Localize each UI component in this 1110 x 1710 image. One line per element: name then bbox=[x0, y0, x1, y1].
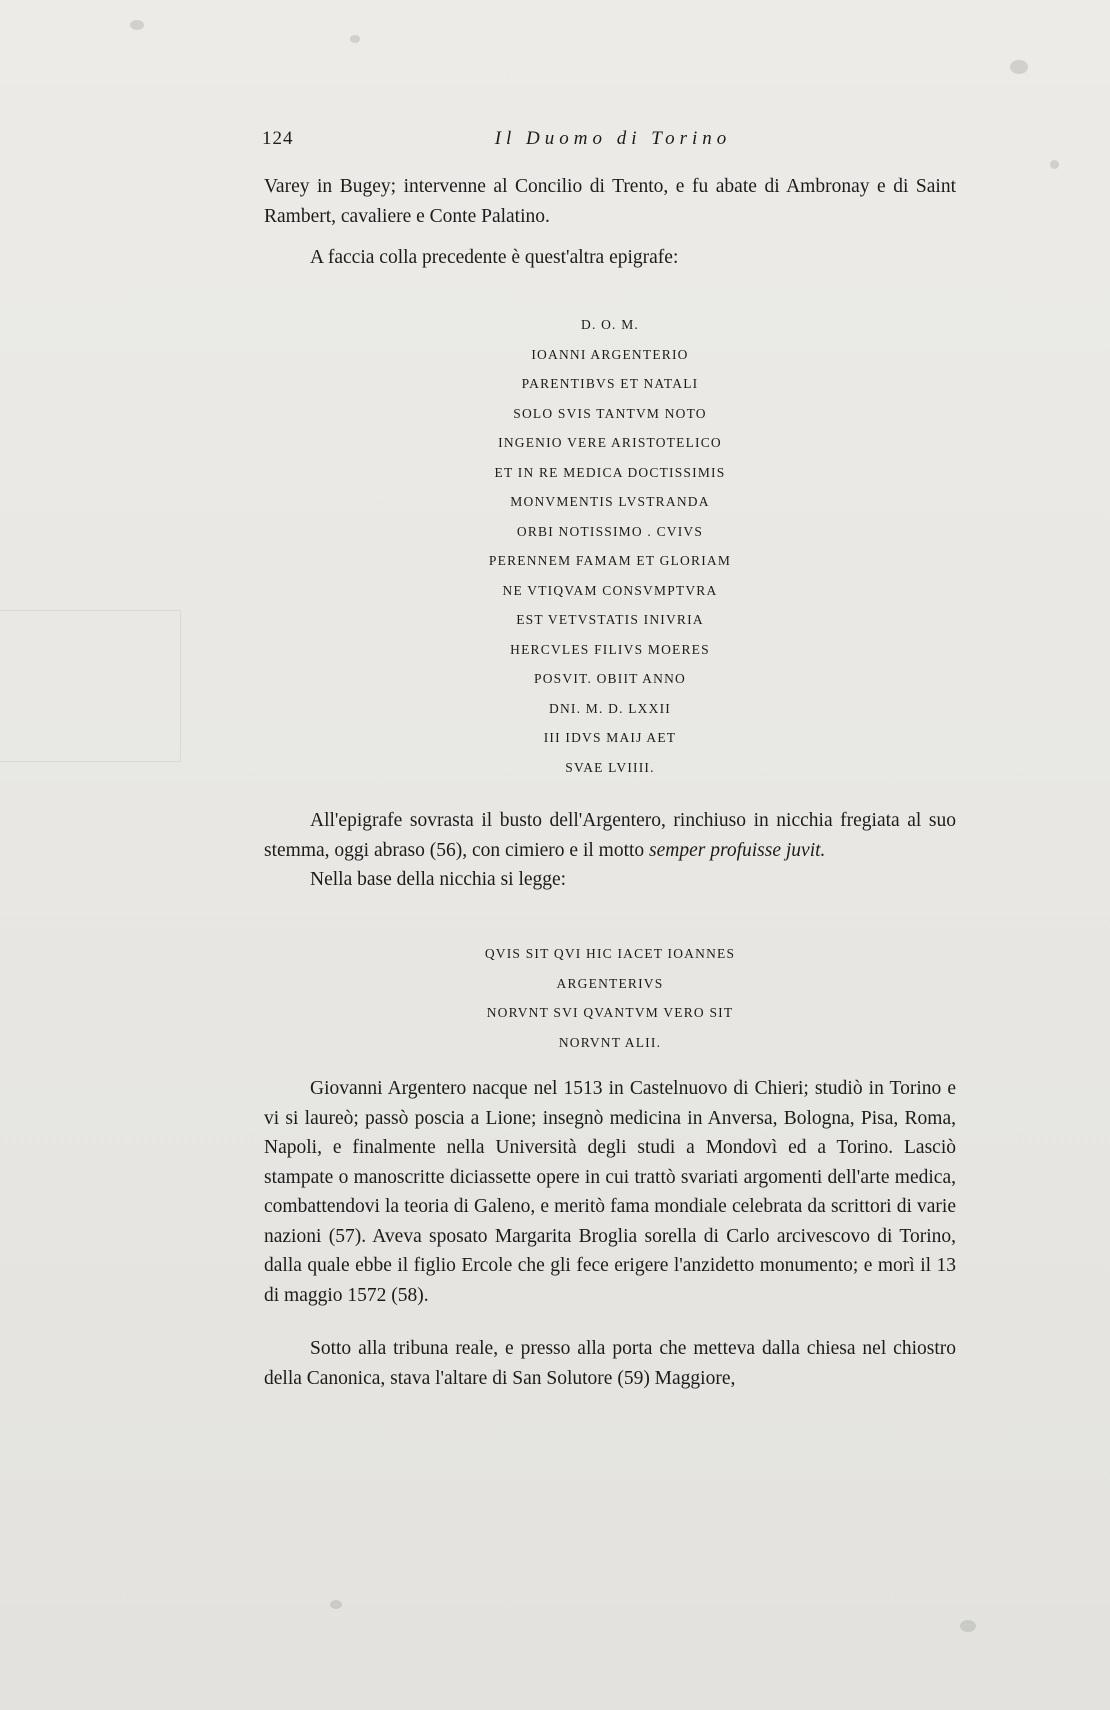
epigraph-main bbox=[264, 310, 956, 782]
epigraph-line: ORBI NOTISSIMO . CVIVS bbox=[516, 523, 704, 539]
body-block bbox=[264, 1074, 956, 1393]
paragraph-biography: Giovanni Argentero nacque nel 1513 in Castelnuovo di Chieri; studiò in Torino e vi si laureò; passò poscia a Lione; insegnò medicina in Anversa, Bologna, Pisa, Roma, Napoli, e finalmente nella Università degli studi a Mondovì ed a Torino. Lasciò stampate o manoscritte diciassette opere in cui trattò svariati argomenti dell'arte medica, combattendovi la teoria di Galeno, e meritò fama mondiale celebrata da scrittori di varie nazioni (57). Aveva sposato Margarita Broglia sorella di Carlo arcivescovo di Torino, dalla quale ebbe il figlio Ercole che gli fece erigere l'anzidetto monumento; e morì il 13 di maggio 1572 (58). bbox=[264, 1078, 956, 1306]
paragraph-epigraph-intro: A faccia colla precedente è quest'altra epigrafe: bbox=[310, 247, 679, 268]
epigraph-line: QVIS SIT QVI HIC IACET IOANNES bbox=[484, 946, 736, 961]
running-head bbox=[262, 128, 954, 158]
middle-block bbox=[264, 806, 956, 895]
epigraph-line: SVAE LVIIII. bbox=[565, 759, 655, 775]
paragraph-busto bbox=[264, 806, 956, 865]
epigraph-line: INGENIO VERE ARISTOTELICO bbox=[498, 435, 722, 450]
epigraph-line: ET IN RE MEDICA DOCTISSIMIS bbox=[494, 464, 726, 480]
epigraph-line: MONVMENTIS LVSTRANDA bbox=[510, 494, 710, 509]
paragraph-san-solutore: Sotto alla tribuna reale, e presso alla porta che metteva dalla chiesa nel chiostro della Canonica, stava l'altare di San Solutore (59) Maggiore, bbox=[264, 1338, 956, 1389]
bleed-through-mark bbox=[0, 610, 181, 762]
epigraph-line: III IDVS MAIJ AET bbox=[543, 730, 677, 745]
epigraph-line: PERENNEM FAMAM ET GLORIAM bbox=[488, 553, 732, 568]
paper-speckle bbox=[1050, 160, 1059, 169]
epigraph-line: NE VTIQVAM CONSVMPTVRA bbox=[502, 582, 718, 598]
paper-speckle bbox=[960, 1620, 976, 1632]
epigraph-line: D. O. M. bbox=[581, 317, 639, 332]
epigraph-line: IOANNI ARGENTERIO bbox=[531, 346, 689, 362]
paper-speckle bbox=[130, 20, 144, 30]
paragraph-varey: Varey in Bugey; intervenne al Concilio di Trento, e fu abate di Ambronay e di Saint Rambert, cavaliere e Conte Palatino. bbox=[264, 176, 956, 227]
epigraph-base bbox=[264, 939, 956, 1057]
intro-block bbox=[264, 172, 956, 273]
running-title: Il Duomo di Torino bbox=[494, 128, 732, 149]
epigraph-line: DNI. M. D. LXXII bbox=[549, 700, 671, 716]
paragraph-base: Nella base della nicchia si legge: bbox=[310, 869, 567, 890]
epigraph-line: HERCVLES FILIVS MOERES bbox=[510, 641, 710, 657]
paper-speckle bbox=[350, 35, 360, 43]
paper-speckle bbox=[1010, 60, 1028, 74]
epigraph-line: SOLO SVIS TANTVM NOTO bbox=[513, 405, 707, 421]
epigraph-line: NORVNT ALII. bbox=[558, 1034, 662, 1050]
epigraph-line: POSVIT. OBIIT ANNO bbox=[534, 671, 686, 686]
page-number: 124 bbox=[262, 128, 294, 149]
paper-speckle bbox=[330, 1600, 342, 1609]
epigraph-line: ARGENTERIVS bbox=[556, 975, 664, 991]
motto: semper profuisse juvit. bbox=[649, 839, 826, 861]
epigraph-line: NORVNT SVI QVANTVM VERO SIT bbox=[486, 1005, 734, 1020]
epigraph-line: PARENTIBVS ET NATALI bbox=[521, 376, 699, 391]
busto-text: All'epigrafe sovrasta il busto dell'Argentero, rinchiuso in nicchia fregiata al suo stemma, oggi abraso (56), con cimiero e il motto bbox=[264, 810, 956, 861]
epigraph-line: EST VETVSTATIS INIVRIA bbox=[516, 612, 704, 627]
